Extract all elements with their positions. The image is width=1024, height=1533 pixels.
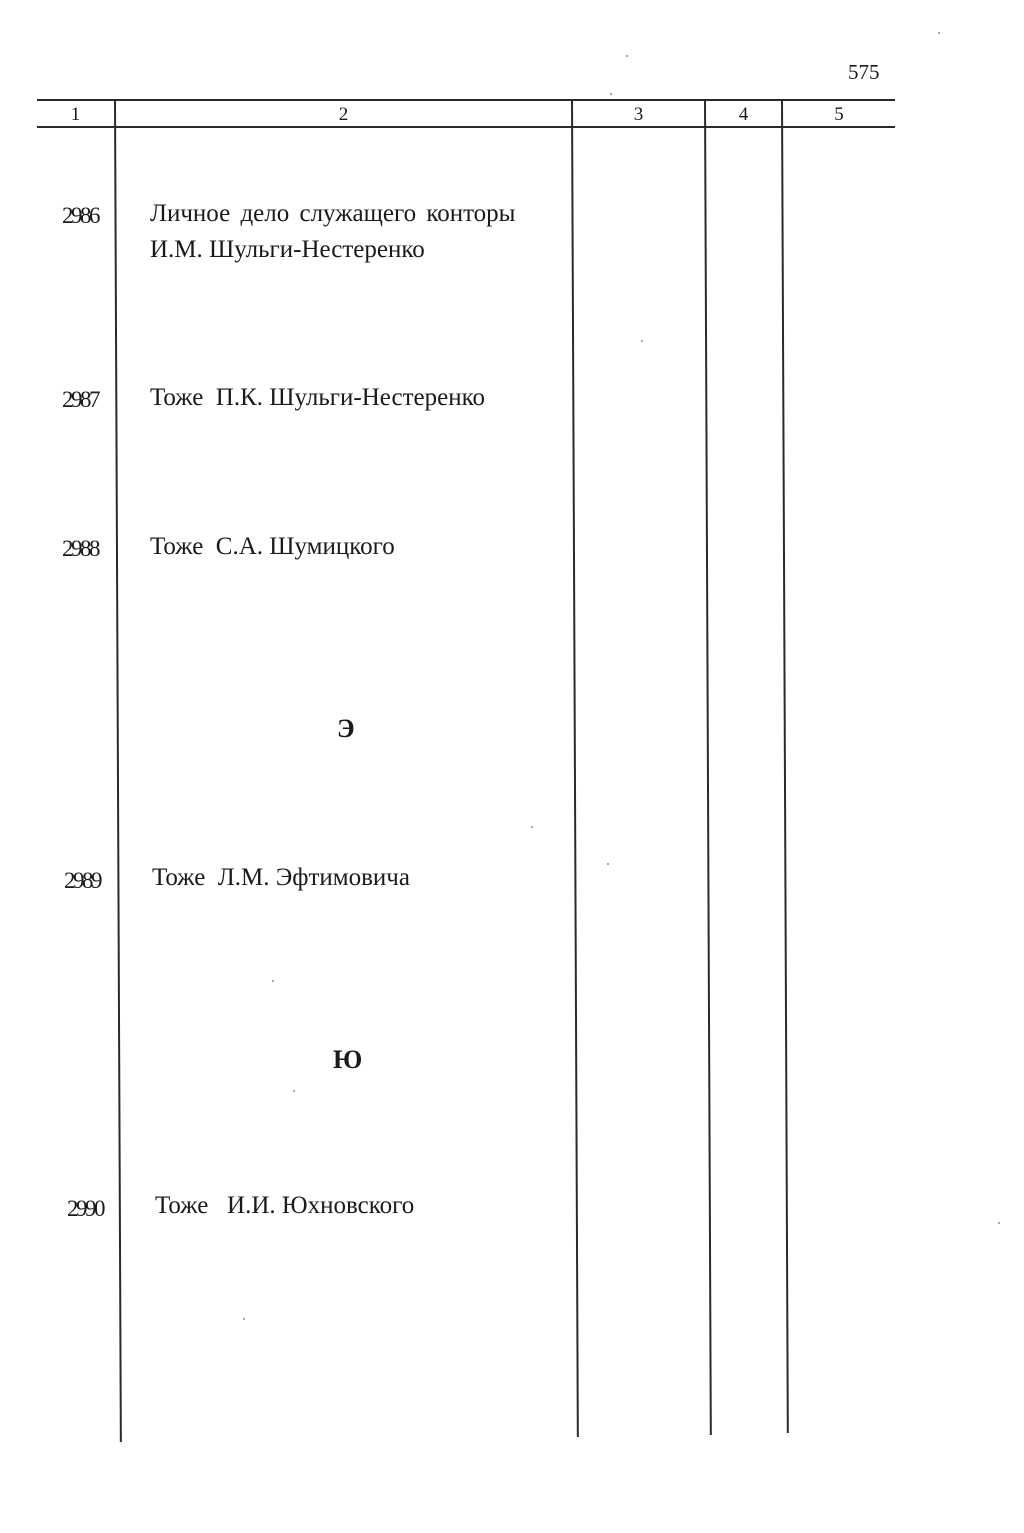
scan-speck — [531, 826, 533, 828]
scan-speck — [607, 863, 609, 865]
scan-speck — [998, 1222, 1000, 1224]
section-letter: Э — [337, 714, 355, 743]
entry-description-line: Тоже П.К. Шульги-Нестеренко — [150, 384, 485, 411]
scan-speck — [938, 32, 940, 34]
entry-number: 2989 — [64, 868, 100, 893]
column-divider-4 — [781, 99, 788, 1433]
scan-speck — [641, 340, 643, 342]
column-header-4: 4 — [738, 104, 749, 125]
header-bottom-rule — [37, 126, 895, 128]
entry-description-line: И.М. Шульги-Нестеренко — [150, 236, 425, 263]
page-number: 575 — [848, 60, 880, 84]
scan-speck — [610, 93, 612, 95]
entry-number: 2987 — [62, 387, 98, 412]
entry-number: 2986 — [62, 203, 98, 228]
column-header-2: 2 — [338, 104, 349, 125]
column-header-3: 3 — [633, 104, 644, 125]
entry-number: 2990 — [67, 1196, 103, 1221]
scan-speck — [272, 980, 274, 982]
header-top-rule — [37, 99, 895, 101]
column-header-1: 1 — [70, 104, 81, 125]
entry-number: 2988 — [62, 536, 98, 561]
scan-speck — [293, 1090, 295, 1092]
column-divider-1 — [114, 99, 121, 1442]
column-divider-2 — [571, 99, 578, 1437]
entry-description-line: Личное дело служащего конторы — [150, 200, 516, 227]
section-letter: Ю — [333, 1045, 363, 1074]
column-header-5: 5 — [834, 104, 844, 125]
scan-speck — [243, 1318, 245, 1320]
column-divider-3 — [704, 99, 711, 1435]
scan-speck — [626, 55, 628, 57]
entry-description-line: Тоже С.А. Шумицкого — [150, 533, 395, 560]
entry-description-line: Тоже И.И. Юхновского — [155, 1192, 415, 1219]
entry-description-line: Тоже Л.М. Эфтимовича — [152, 864, 410, 891]
